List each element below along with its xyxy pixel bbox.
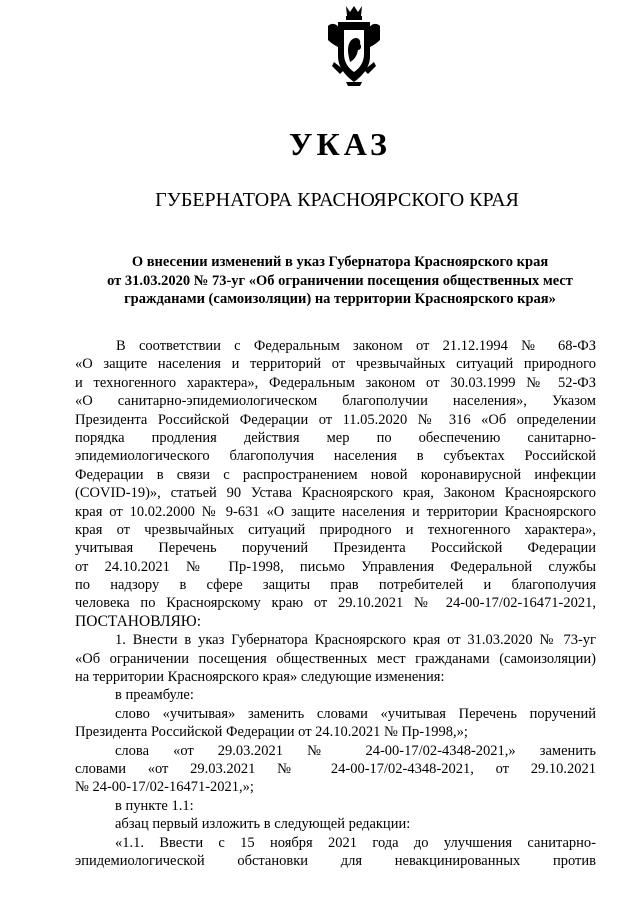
body-line: порядка продления действия мер по обеспечению санитарно- <box>75 429 596 446</box>
subject-line: гражданами (самоизоляции) на территории Красноярского края» <box>124 291 556 307</box>
body-line: слова «от 29.03.2021 № 24-00-17/02-4348-2021,» заменить <box>115 742 596 759</box>
decree-subject <box>70 253 610 309</box>
body-line: учитывая Перечень поручений Президента Российской Федерации <box>75 540 596 557</box>
body-line: эпидемиологического благополучия населения в субъектах Российской <box>75 448 596 465</box>
body-line: «Об ограничении посещения общественных мест гражданами (самоизоляции) <box>75 650 596 667</box>
body-line: Федерации в связи с распространением новой коронавирусной инфекции <box>75 466 596 483</box>
body-line: № 24-00-17/02-16471-2021,»; <box>75 779 254 796</box>
issuer-heading: ГУБЕРНАТОРА КРАСНОЯРСКОГО КРАЯ <box>155 189 519 211</box>
body-line: по надзору в сфере защиты прав потребителей и благополучия <box>75 577 596 594</box>
subject-line: О внесении изменений в указ Губернатора Красноярского края <box>131 254 549 270</box>
body-line: «О санитарно-эпидемиологическом благополучии населения», Указом <box>75 393 596 410</box>
coat-of-arms-icon <box>324 4 384 88</box>
body-line: 1. Внести в указ Губернатора Красноярского края от 31.03.2020 № 73-уг <box>115 632 596 649</box>
body-line: и техногенного характера», Федеральным законом от 30.03.1999 № 52-ФЗ <box>75 374 596 391</box>
body-line: В соответствии с Федеральным законом от 21.12.1994 № 68-ФЗ <box>116 338 596 354</box>
decree-title: УКАЗ <box>289 126 391 162</box>
body-line: «О защите населения и территорий от чрезвычайных ситуаций природного <box>75 356 596 373</box>
postanovlyayu-line: ПОСТАНОВЛЯЮ: <box>75 612 202 630</box>
body-line: края от чрезвычайных ситуаций природного и техногенного характера», <box>75 521 596 538</box>
body-line: на территории Красноярского края» следующие изменения: <box>75 669 445 686</box>
body-line: слово «учитывая» заменить словами «учитывая Перечень поручений <box>115 705 596 722</box>
body-line: Президента Российской Федерации от 11.05.2020 № 316 «Об определении <box>75 411 596 428</box>
body-line: (COVID-19)», статьей 90 Устава Красноярского края, Законом Красноярского <box>75 485 596 502</box>
body-line: в преамбуле: <box>115 687 194 704</box>
decree-body <box>75 337 596 870</box>
body-line: «1.1. Ввести с 15 ноября 2021 года до улучшения санитарно- <box>115 834 596 851</box>
body-line: в пункте 1.1: <box>115 797 194 814</box>
subject-line: от 31.03.2020 № 73-уг «Об ограничении посещения общественных мест <box>107 272 573 289</box>
body-line: эпидемиологической обстановки для невакцинированных против <box>75 852 596 869</box>
body-line: края от 10.02.2000 № 9-631 «О защите населения и территории Красноярского <box>75 503 596 520</box>
body-line: от 24.10.2021 № Пр-1998, письмо Управления Федеральной службы <box>75 558 596 575</box>
body-line: абзац первый изложить в следующей редакции: <box>115 816 411 833</box>
body-line: Президента Российской Федерации от 24.10.2021 № Пр-1998,»; <box>75 724 468 741</box>
body-line: человека по Красноярскому краю от 29.10.2021 № 24-00-17/02-16471-2021, <box>75 595 596 612</box>
body-line: словами «от 29.03.2021 № 24-00-17/02-4348-2021, от 29.10.2021 <box>75 760 596 777</box>
